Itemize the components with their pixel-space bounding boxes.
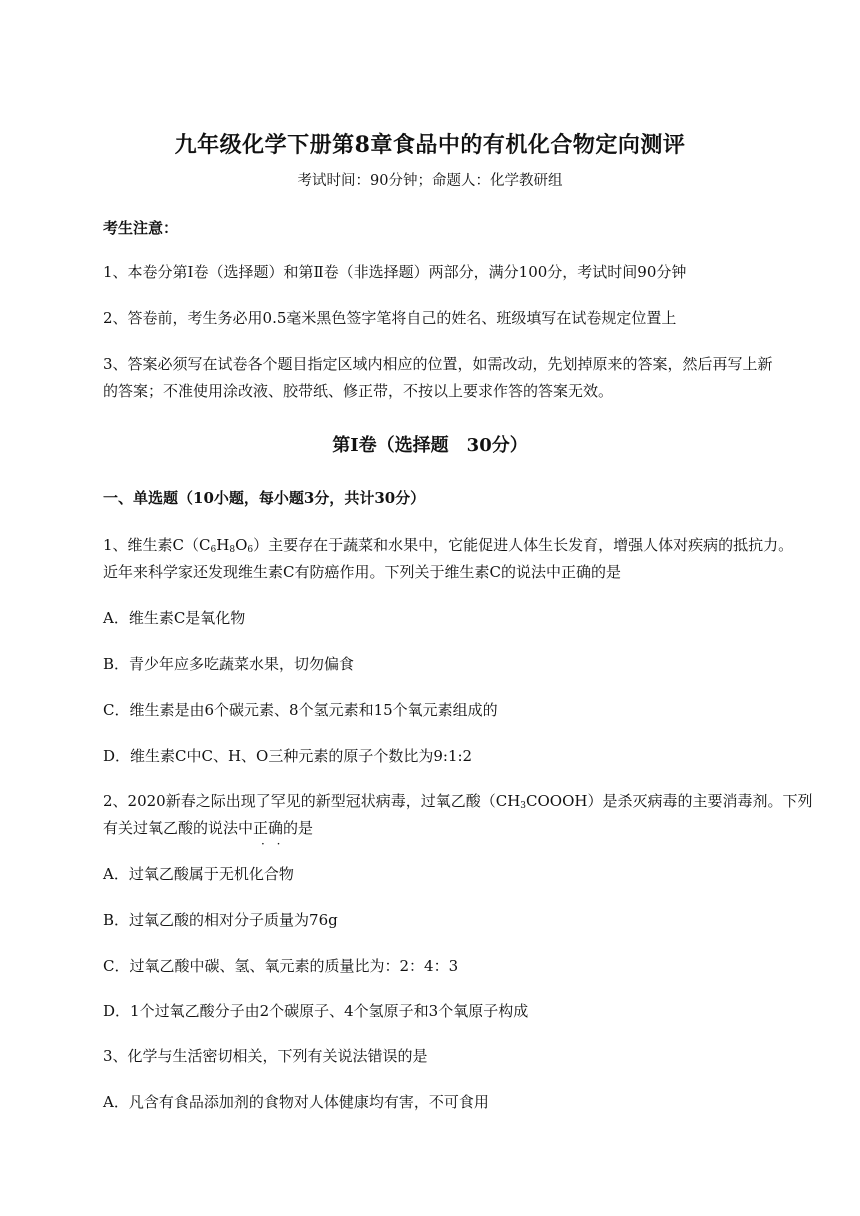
- q1-text: O: [235, 536, 248, 554]
- notice-item-2: 2、答卷前，考生务必用0.5毫米黑色签字笔将自己的姓名、班级填写在试卷规定位置上: [103, 309, 677, 327]
- q2-option-b: B．过氧乙酸的相对分子质量为76g: [103, 911, 338, 929]
- q1-option-d: D．维生素C中C、H、O三种元素的原子个数比为9:1:2: [103, 747, 473, 765]
- notice-heading: 考生注意：: [103, 219, 179, 237]
- notice-item-3-cont: 的答案；不准使用涂改液、胶带纸、修正带，不按以上要求作答的答案无效。: [103, 382, 614, 400]
- q2-option-d: D．1个过氧乙酸分子由2个碳原子、4个氢原子和3个氧原子构成: [103, 1002, 529, 1020]
- q2-text: COOOH）是杀灭病毒的主要消毒剂。下列: [526, 792, 813, 810]
- q3-option-a: A．凡含有食品添加剂的食物对人体健康均有害，不可食用: [103, 1093, 489, 1111]
- q2-option-c: C．过氧乙酸中碳、氢、氧元素的质量比为：2：4：3: [103, 957, 459, 975]
- q2-text: 的是: [283, 819, 314, 837]
- q2-subscript: 3: [520, 801, 527, 811]
- q1-text: 1、维生素C（C: [103, 536, 211, 554]
- q1-option-a: A．维生素C是氧化物: [103, 609, 246, 627]
- q1-subscript: 6: [210, 545, 217, 555]
- notice-item-3: 3、答案必须写在试卷各个题目指定区域内相应的位置，如需改动，先划掉原来的答案，然后再写上新: [103, 355, 773, 373]
- q2-emphasis: 正确 · ·: [253, 819, 283, 837]
- q1-subscript: 6: [247, 545, 254, 555]
- q1-subscript: 8: [229, 545, 236, 555]
- q2-stem-line1: [103, 791, 812, 811]
- exam-title: 九年级化学下册第8章食品中的有机化合物定向测评: [174, 132, 686, 158]
- notice-item-1: 1、本卷分第Ⅰ卷（选择题）和第Ⅱ卷（非选择题）两部分，满分100分，考试时间90分钟: [103, 263, 687, 281]
- q1-option-c: C．维生素是由6个碳元素、8个氢元素和15个氧元素组成的: [103, 701, 498, 719]
- part-heading: 一、单选题（10小题，每小题3分，共计30分）: [103, 489, 426, 507]
- q2-stem-line2: [103, 818, 313, 838]
- q1-option-b: B．青少年应多吃蔬菜水果，切勿偏食: [103, 655, 355, 673]
- section-title: 第Ⅰ卷（选择题 30分）: [332, 435, 528, 456]
- q1-stem-line1: [103, 535, 793, 555]
- q1-text: ）主要存在于蔬菜和水果中，它能促进人体生长发育，增强人体对疾病的抵抗力。: [253, 536, 794, 554]
- exam-subtitle: 考试时间：90分钟；命题人：化学教研组: [297, 173, 563, 189]
- q2-text: 2、2020新春之际出现了罕见的新型冠状病毒，过氧乙酸（CH: [103, 792, 521, 810]
- q2-option-a: A．过氧乙酸属于无机化合物: [103, 865, 294, 883]
- q1-stem-line2: 近年来科学家还发现维生素C有防癌作用。下列关于维生素C的说法中正确的是: [103, 563, 621, 581]
- q3-stem: 3、化学与生活密切相关，下列有关说法错误的是: [103, 1047, 428, 1065]
- q2-text: 有关过氧乙酸的说法中: [103, 819, 254, 837]
- q1-text: H: [216, 536, 230, 554]
